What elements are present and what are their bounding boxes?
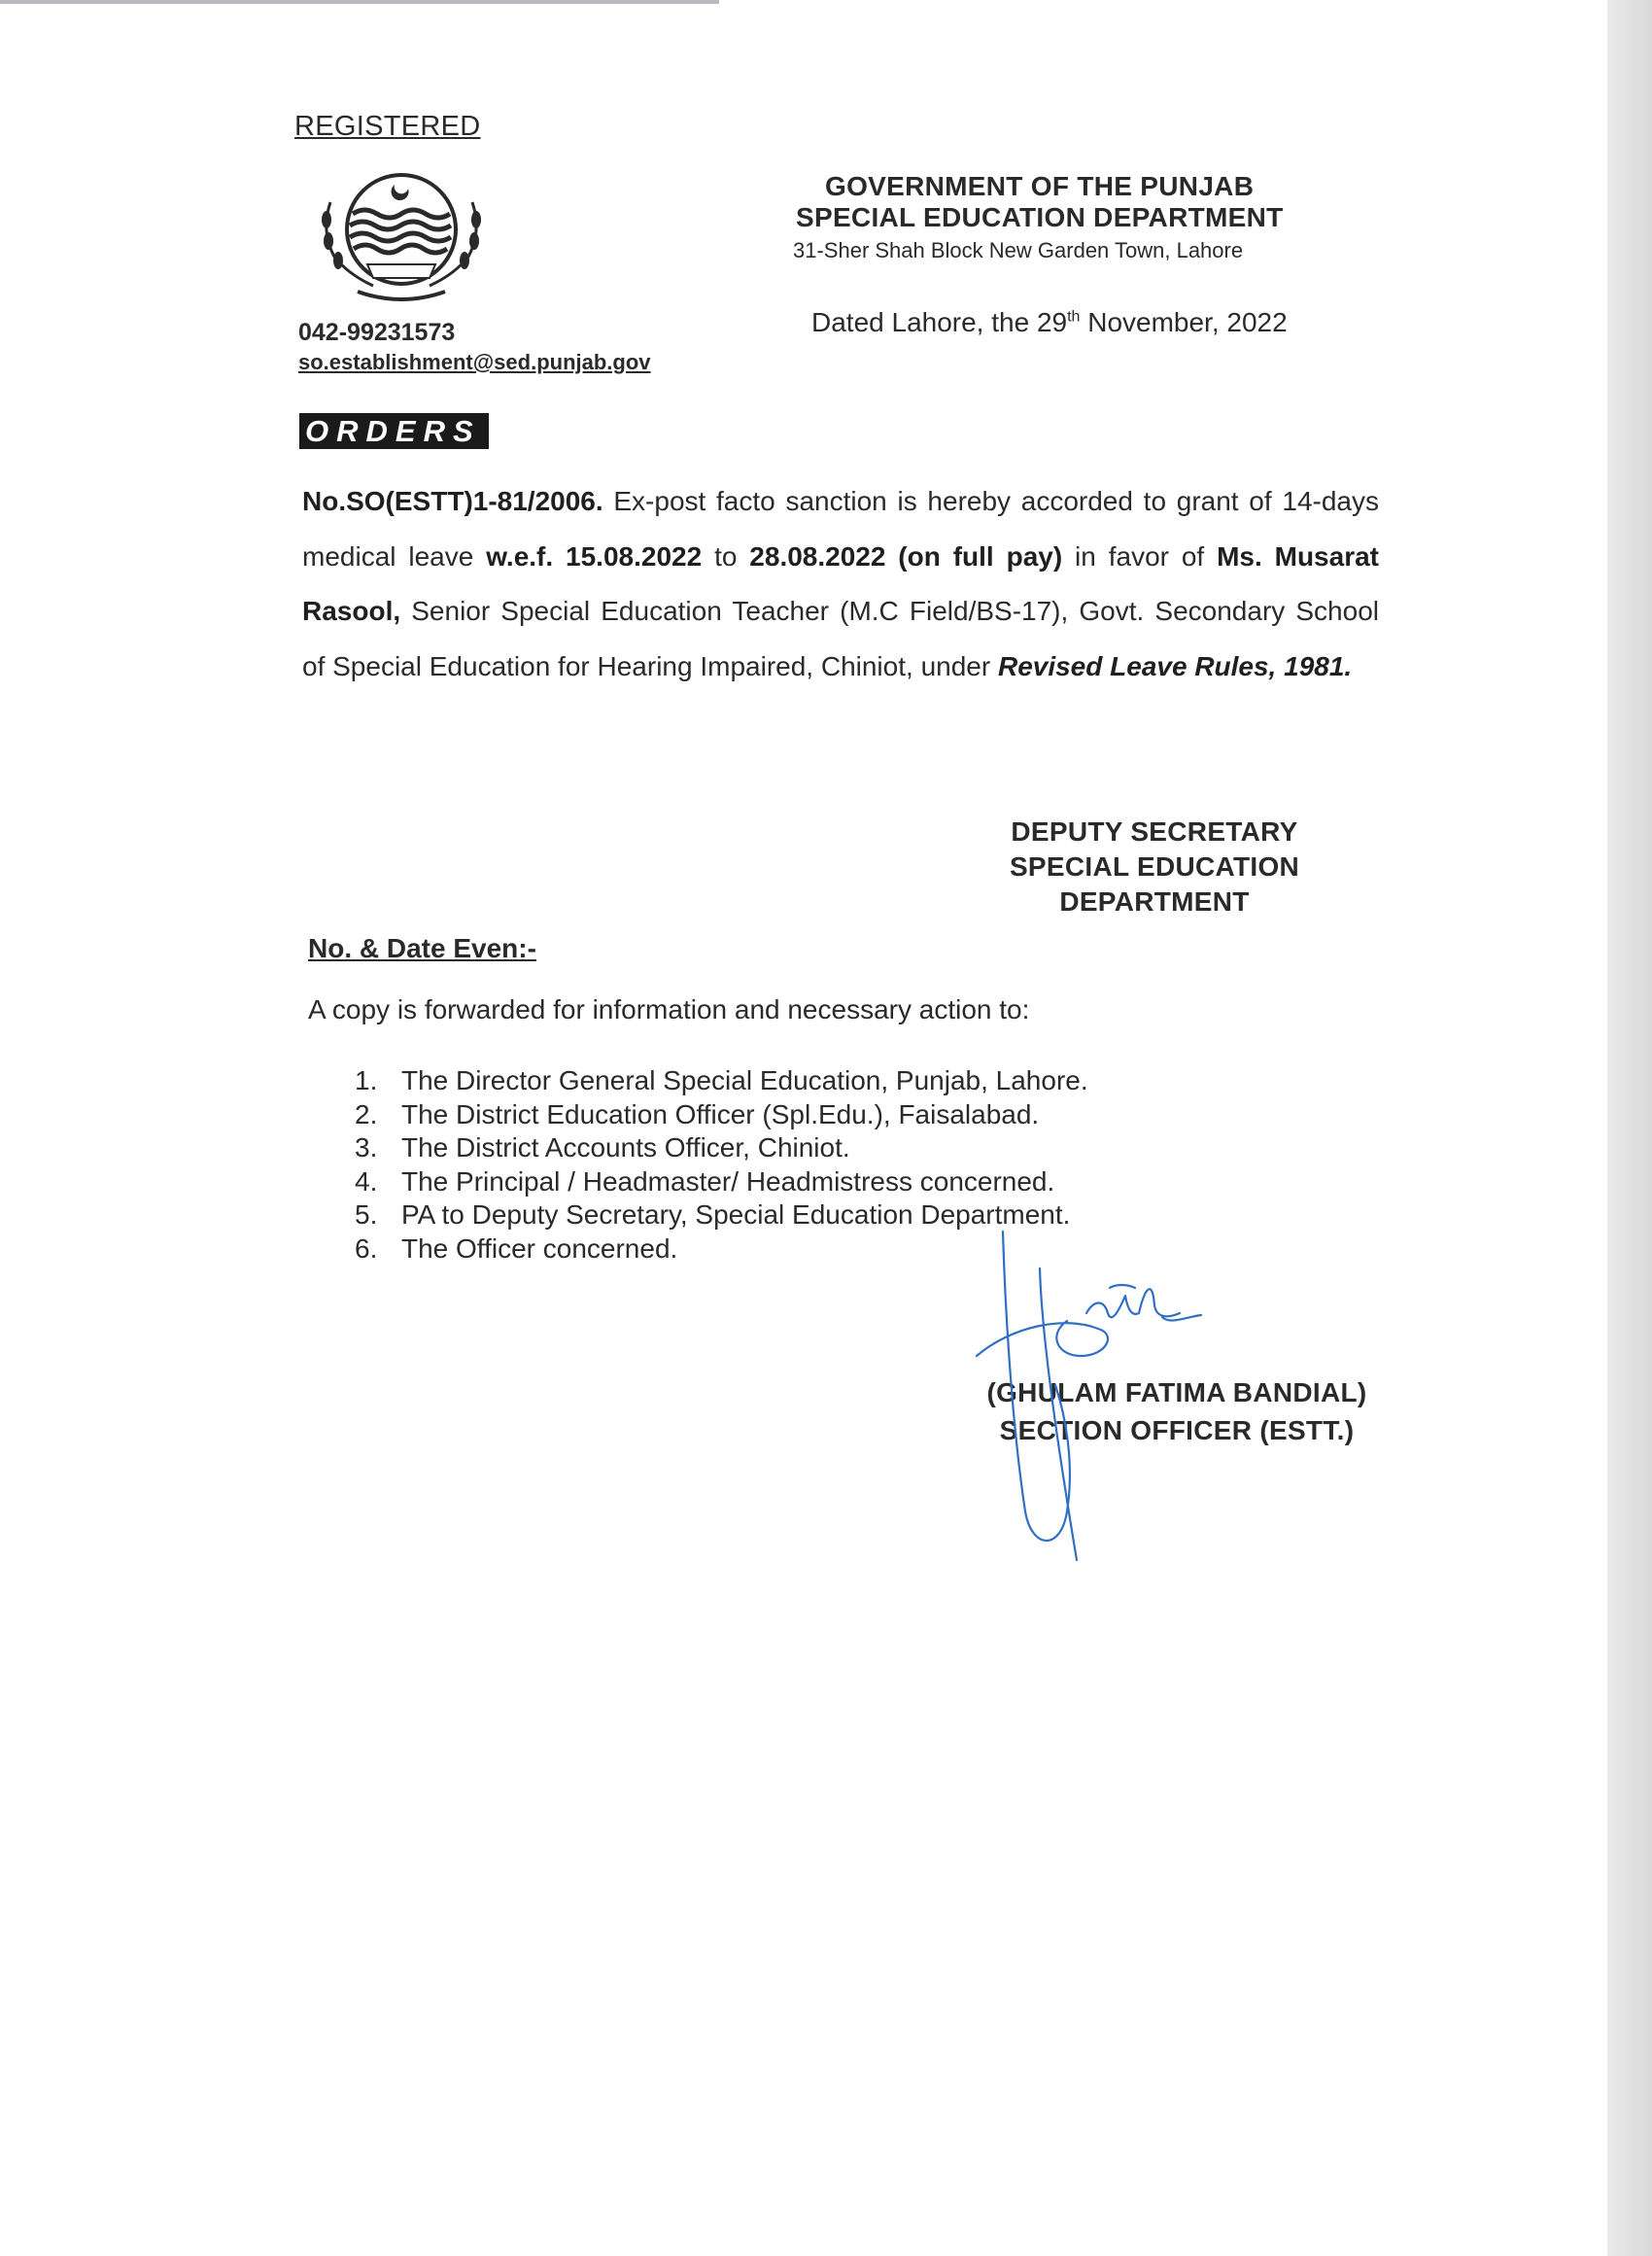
recipient-text: The District Accounts Officer, Chiniot.	[401, 1132, 850, 1163]
section-officer-name: (GHULAM FATIMA BANDIAL)	[986, 1377, 1367, 1407]
signatory-line-3: DEPARTMENT	[1059, 886, 1250, 917]
government-title: GOVERNMENT OF THE PUNJAB	[825, 171, 1255, 201]
deputy-secretary-block	[931, 815, 1378, 920]
order-text-3: in favor of	[1062, 540, 1218, 572]
list-number: 4.	[355, 1165, 378, 1197]
copy-forward-intro: A copy is forwarded for information and necessary action to:	[308, 994, 1030, 1024]
registered-label: REGISTERED	[294, 111, 481, 142]
recipient-text: The Principal / Headmaster/ Headmistress concerned.	[401, 1165, 1055, 1197]
order-paragraph	[302, 474, 1379, 694]
order-to-date: 28.08.2022 (on full pay)	[749, 540, 1063, 572]
leave-rules: Revised Leave Rules, 1981.	[997, 650, 1353, 681]
list-item	[355, 1165, 1088, 1199]
recipient-text: The District Education Officer (Spl.Edu.), Faisalabad.	[401, 1098, 1040, 1129]
recipient-text: The Director General Special Education, Punjab, Lahore.	[401, 1065, 1088, 1095]
phone-number: 042-99231573	[298, 319, 456, 346]
recipient-text: PA to Deputy Secretary, Special Education Department.	[401, 1199, 1071, 1231]
list-number: 1.	[355, 1065, 378, 1095]
list-item	[355, 1131, 1088, 1165]
punjab-government-logo	[309, 163, 494, 303]
signatory-line-2: SPECIAL EDUCATION	[1009, 851, 1300, 882]
list-number: 3.	[355, 1132, 378, 1163]
dated-prefix: Dated Lahore, the 29	[811, 307, 1068, 337]
order-number: No.SO(ESTT)1-81/2006.	[302, 486, 603, 516]
email-link[interactable]: so.establishment@sed.punjab.gov	[298, 350, 651, 374]
list-number: 2.	[355, 1098, 378, 1129]
scan-right-edge	[1607, 0, 1652, 2256]
handwritten-signature	[972, 1220, 1263, 1570]
list-item	[355, 1098, 1088, 1132]
list-item	[355, 1064, 1088, 1098]
order-text-2: to	[702, 540, 750, 572]
employee-name: Ms. Musarat Rasool,	[302, 540, 1379, 626]
no-date-even-heading: No. & Date Even:-	[308, 933, 536, 963]
section-officer-title: SECTION OFFICER (ESTT.)	[999, 1415, 1355, 1445]
order-text-1: Ex-post facto sanction is hereby accorded to grant of 14-days medical leave	[302, 486, 1379, 572]
department-title: SPECIAL EDUCATION DEPARTMENT	[796, 202, 1284, 232]
dated-suffix: November, 2022	[1080, 307, 1288, 337]
list-number: 6.	[355, 1232, 378, 1264]
list-number: 5.	[355, 1199, 378, 1231]
order-text-4: Senior Special Education Teacher (M.C Field/BS-17), Govt. Secondary School of Special Education for Hearing Impaired, Chiniot, under	[302, 596, 1379, 681]
dated-ordinal: th	[1067, 308, 1081, 326]
order-from-date: w.e.f. 15.08.2022	[486, 540, 703, 572]
department-address: 31-Sher Shah Block New Garden Town, Lahore	[793, 238, 1244, 262]
scan-top-edge	[0, 0, 719, 4]
dated-line	[811, 307, 1288, 338]
orders-heading: ORDERS	[299, 413, 489, 449]
recipient-text: The Officer concerned.	[401, 1232, 678, 1264]
signatory-line-1: DEPUTY SECRETARY	[1011, 816, 1298, 847]
